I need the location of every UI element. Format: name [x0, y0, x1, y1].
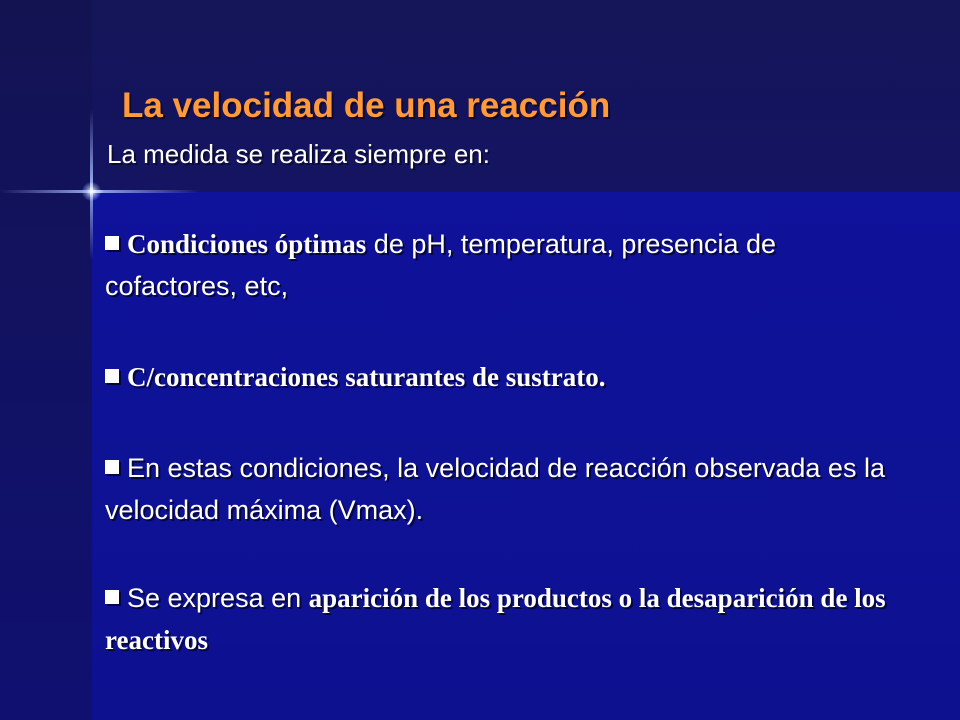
square-bullet-icon [105, 236, 119, 250]
star-glow-core [82, 182, 101, 201]
bullet-bold-lead: C/concentraciones saturantes de sustrato [127, 362, 599, 392]
bullet-item-expression [105, 577, 905, 661]
bullet-text: . [598, 362, 606, 392]
bullet-text: de pH, temperatura, presencia de cofactores, etc, [105, 229, 777, 301]
square-bullet-icon [105, 590, 119, 604]
slide-subtitle: La medida se realiza siempre en: [107, 139, 490, 169]
bullet-lead: Se expresa en [127, 583, 309, 613]
left-band [0, 0, 92, 720]
bullet-bold-text: aparición de los productos o la desaparición de los reactivos [105, 583, 886, 655]
square-bullet-icon [105, 460, 119, 474]
bullet-item-saturating-substrate [105, 356, 905, 398]
bullet-text: En estas condiciones, la velocidad de reacción observada es la velocidad máxima (Vmax). [105, 453, 885, 525]
bullet-item-optimal-conditions [105, 223, 905, 307]
bullet-bold-lead: Condiciones óptimas [127, 229, 367, 259]
square-bullet-icon [105, 369, 119, 383]
slide-title: La velocidad de una reacción [122, 86, 611, 125]
bullet-item-vmax [105, 447, 905, 531]
